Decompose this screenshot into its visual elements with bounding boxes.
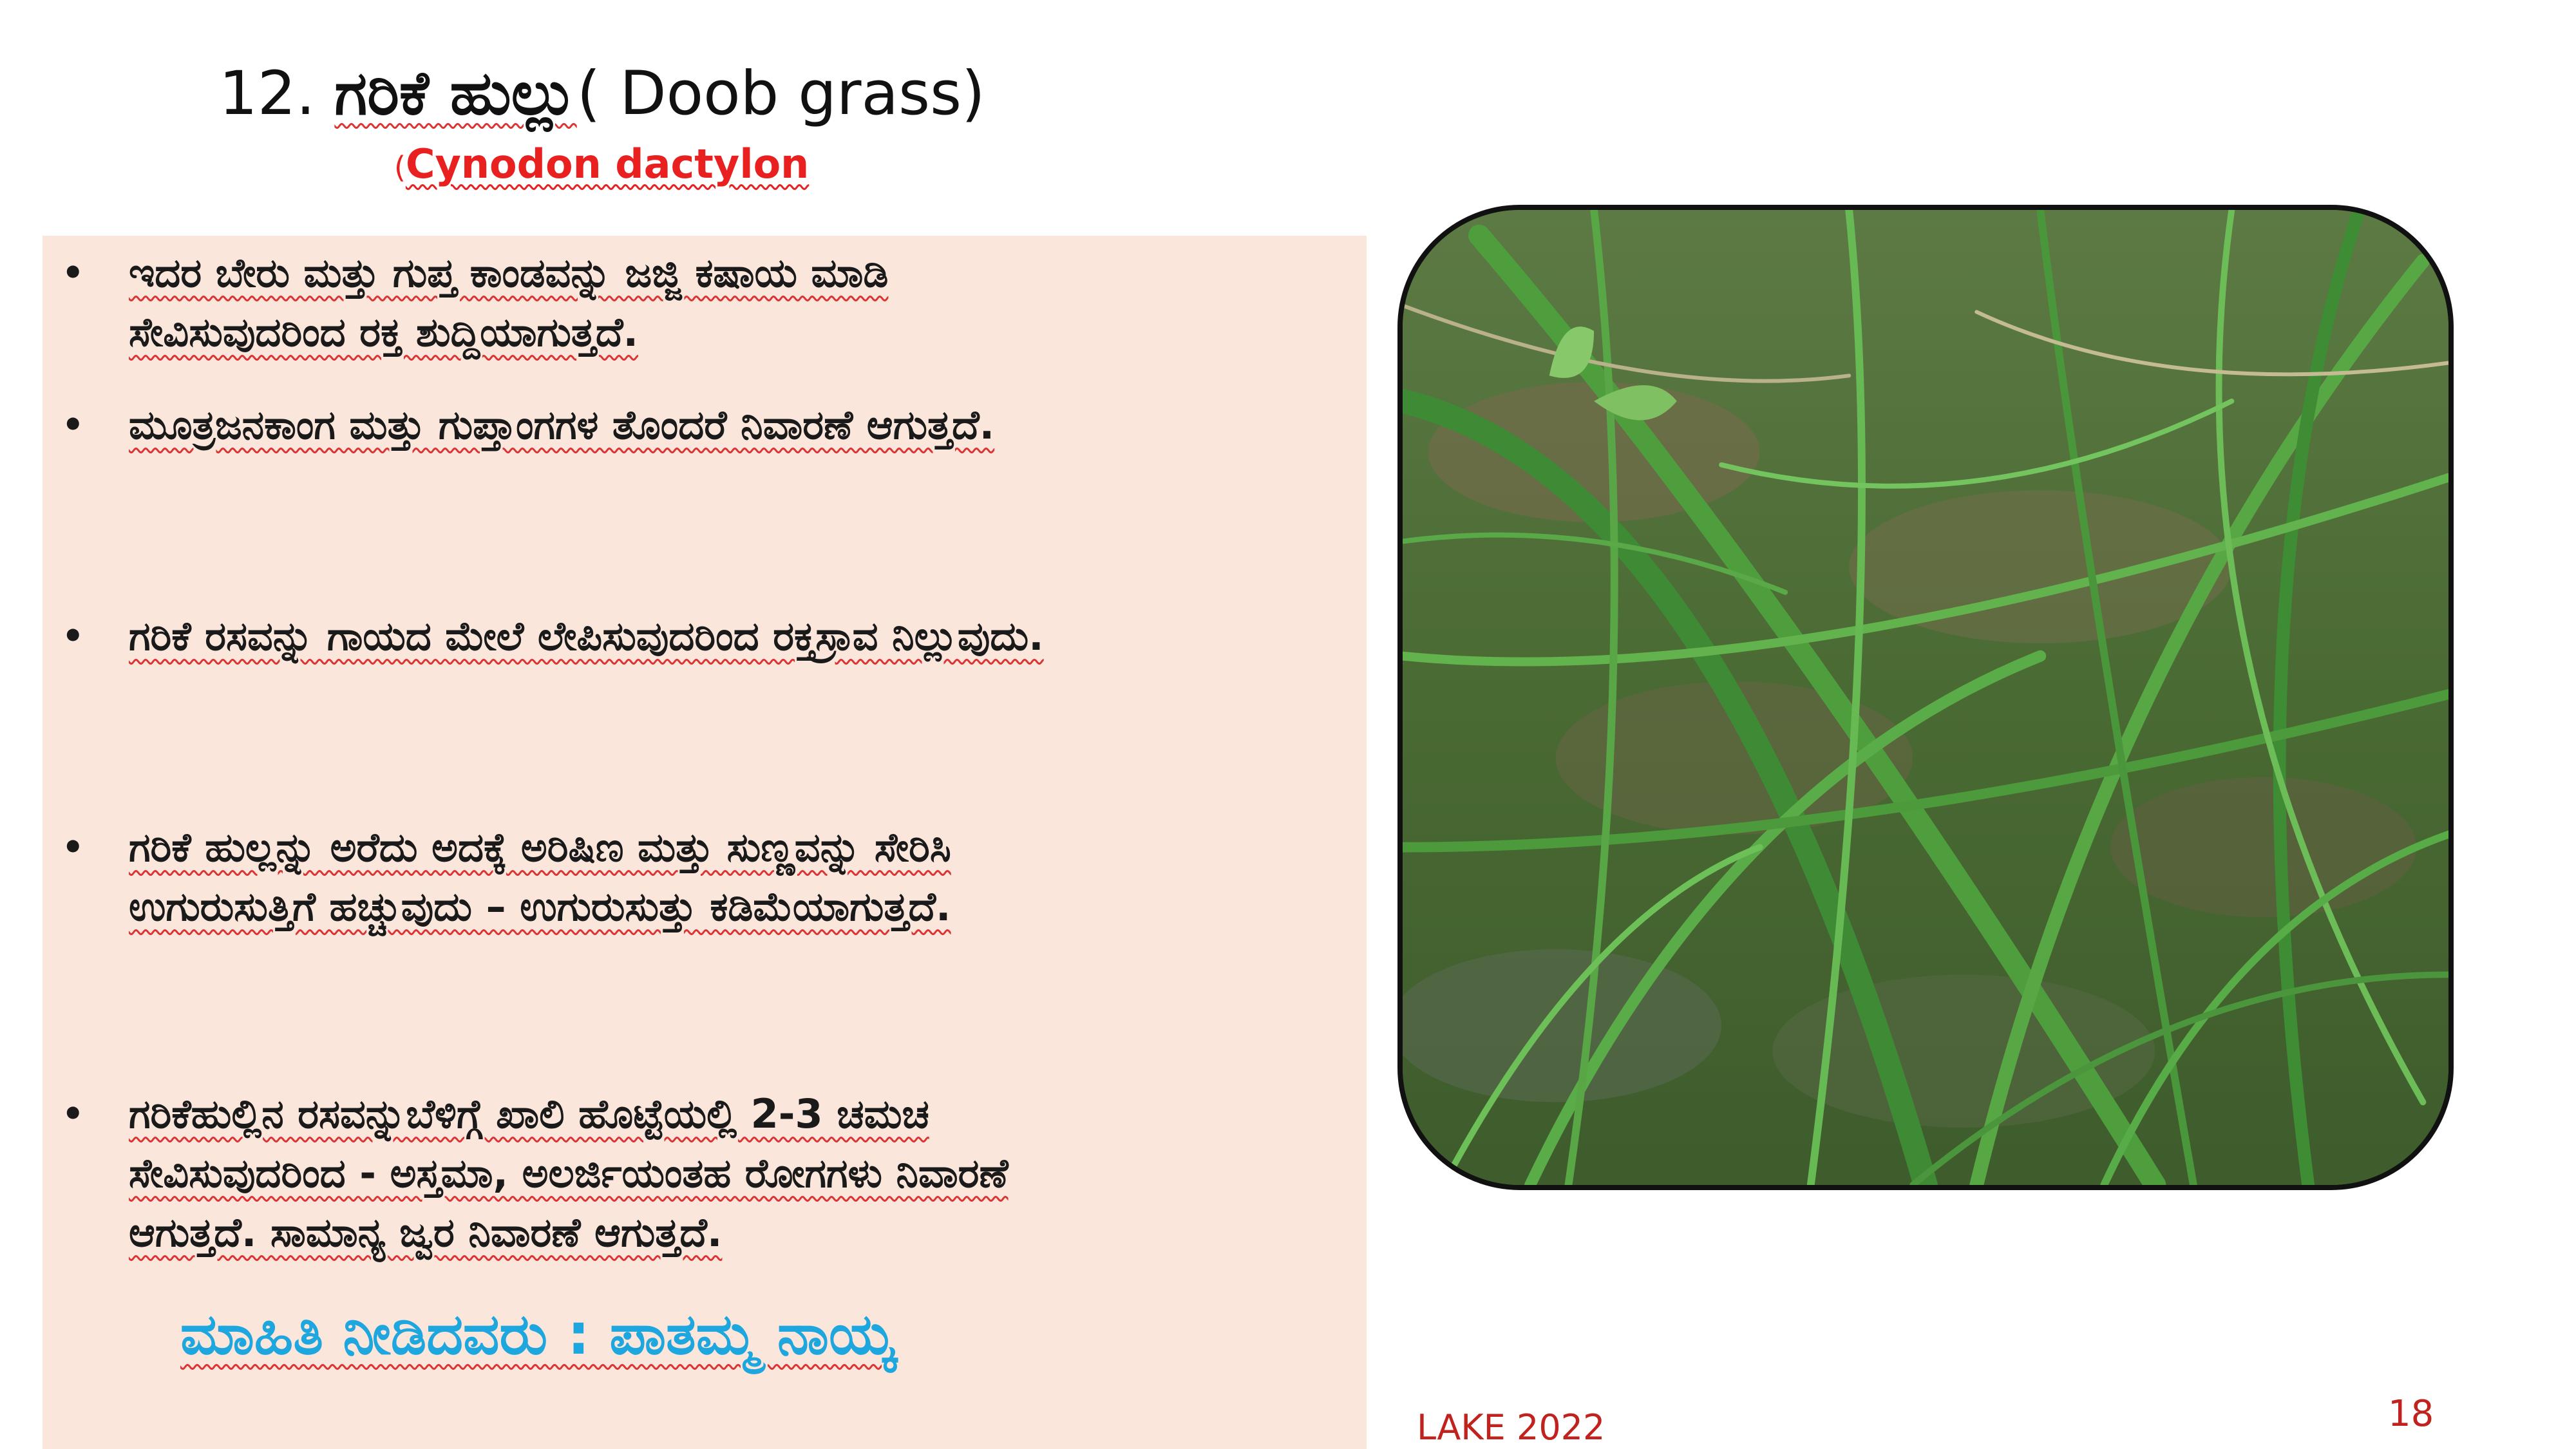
- grass-photo-illustration: [1403, 210, 2448, 1185]
- bullet-item-2: [62, 395, 1356, 455]
- bullet-item-5: [62, 1084, 1356, 1262]
- bullet-marker: •: [62, 827, 84, 867]
- bullet-marker: •: [62, 404, 84, 445]
- bullet-text: ಗರಿಕೆ ರಸವನ್ನು ಗಾಯದ ಮೇಲೆ ಲೇಪಿಸುವುದರಿಂದ ರಕ್ತಸ್ರಾವ ನಿಲ್ಲುವುದು.: [129, 612, 1044, 659]
- grass-photo: [1397, 205, 2454, 1190]
- scientific-name-text: Cynodon dactylon: [405, 140, 810, 187]
- text-panel: [43, 236, 1367, 1449]
- scientific-name-paren: (: [394, 150, 406, 185]
- title-number: 12.: [219, 59, 316, 129]
- bullet-text: ಮೂತ್ರಜನಕಾಂಗ ಮತ್ತು ಗುಪ್ತಾಂಗಗಳ ತೊಂದರೆ ನಿವಾರಣೆ ಆಗುತ್ತದೆ.: [129, 401, 995, 448]
- bullet-text: ಗರಿಕೆ ಹುಲ್ಲನ್ನು ಅರೆದು ಅದಕ್ಕೆ ಅರಿಷಿಣ ಮತ್ತು ಸುಣ್ಣವನ್ನು ಸೇರಿಸಿ ಉಗುರುಸುತ್ತಿಗೆ ಹಚ್ಚುವುದು – ಉಗುರುಸುತ್ತು ಕಡಿಮೆಯಾಗುತ್ತದೆ.: [129, 824, 951, 930]
- bullet-item-3: [62, 607, 1356, 666]
- title-kannada: ಗರಿಕೆ ಹುಲ್ಲು: [334, 59, 577, 129]
- bullet-item-4: [62, 818, 1356, 936]
- bullet-text: ಇದರ ಬೇರು ಮತ್ತು ಗುಪ್ತ ಕಾಂಡವನ್ನು ಜಜ್ಜಿ ಕಷಾಯ ಮಾಡಿ ಸೇವಿಸುವುದರಿಂದ ರಕ್ತ ಶುದ್ದಿಯಾಗುತ್ತದೆ.: [129, 249, 889, 355]
- bullet-marker: •: [62, 1094, 84, 1134]
- title-english: ( Doob grass): [576, 59, 985, 129]
- bullet-marker: •: [62, 252, 84, 293]
- bullet-item-1: [62, 243, 1356, 362]
- scientific-name: [394, 140, 809, 188]
- footer-label: LAKE 2022: [1417, 1407, 1605, 1448]
- bullet-text: ಗರಿಕೆಹುಲ್ಲಿನ ರಸವನ್ನುಬೆಳಿಗ್ಗೆ ಖಾಲಿ ಹೊಟ್ಟೆಯಲ್ಲಿ 2-3 ಚಮಚ ಸೇವಿಸುವುದರಿಂದ - ಅಸ್ತಮಾ, ಅಲರ್ಜಿಯಂತಹ ರೋಗಗಳು ನಿವಾರಣೆ ಆಗುತ್ತದೆ. ಸಾಮಾನ್ಯ ಜ್ವರ ನಿವಾರಣೆ ಆಗುತ್ತದೆ.: [129, 1090, 1009, 1256]
- bullet-marker: •: [62, 616, 84, 656]
- credit-line: ಮಾಹಿತಿ ನೀಡಿದವರು : ಪಾತಮ್ಮ ನಾಯ್ಕ: [180, 1301, 895, 1367]
- slide-title: [219, 58, 985, 131]
- page-number: 18: [2388, 1393, 2434, 1435]
